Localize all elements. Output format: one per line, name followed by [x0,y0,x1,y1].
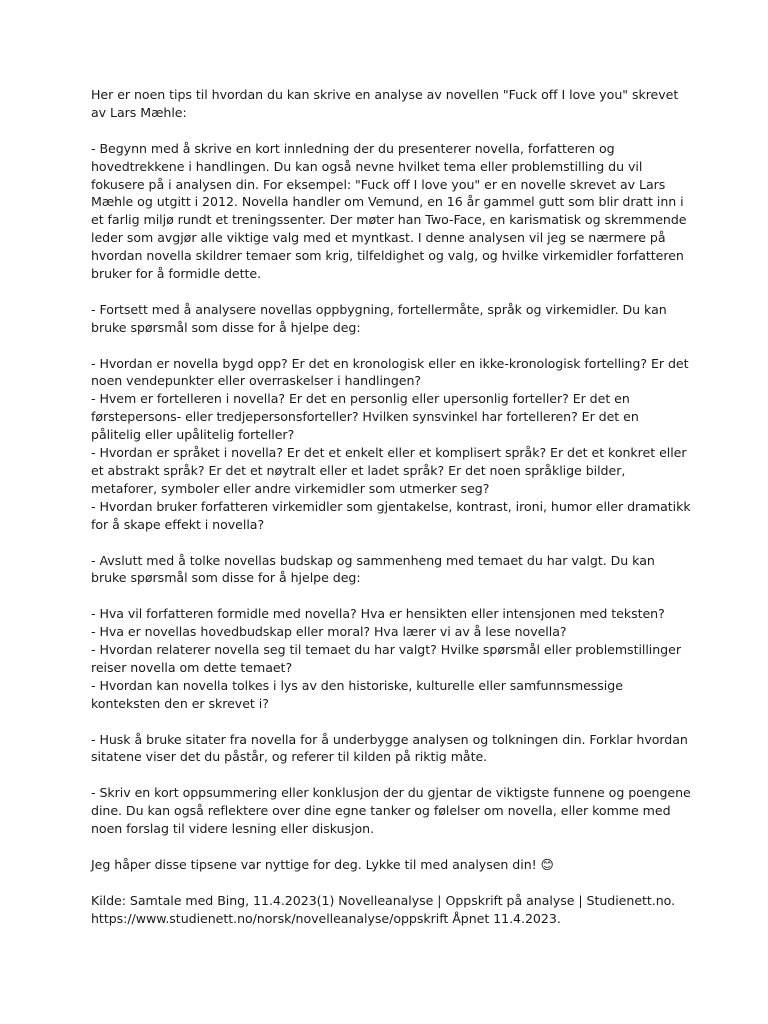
interpretation-tip-paragraph: - Avslutt med å tolke novellas budskap og sammenheng med temaet du har valgt. Du kan bruke spørsmål som disse for å hjelpe deg: [91,552,655,586]
document-body [91,86,691,927]
interpretation-questions-list [91,605,691,712]
interpretation-question-item: - Hvordan kan novella tolkes i lys av den historiske, kulturelle eller samfunnsmessige konteksten den er skrevet i? [91,677,623,711]
structure-question-item: - Hvordan bruker forfatteren virkemidler som gjentakelse, kontrast, ironi, humor eller dramatikk for å skape effekt i novella? [91,498,691,532]
structure-question-item: - Hvordan er novella bygd opp? Er det en kronologisk eller en ikke-kronologisk fortelling? Er det noen vendepunkter eller overraskelser i handlingen? [91,355,689,389]
quotes-tip-paragraph: - Husk å bruke sitater fra novella for å underbygge analysen og tolkningen din. Forklar hvordan sitatene viser det du påstår, og referer til kilden på riktig måte. [91,731,688,765]
introduction-tip-paragraph: - Begynn med å skrive en kort innledning der du presenterer novella, forfatteren og hovedtrekkene i handlingen. Du kan også nevne hvilket tema eller problemstilling du vil fokusere på i analysen din. For eksempel: "Fuck off I love you" er en novelle skrevet av Lars Mæhle og utgitt i 2012. Novella handler om Vemund, en 16 år gammel gutt som blir dratt inn i et farlig miljø rundt et treningssenter. Der møter han Two-Face, en karismatisk og skremmende leder som avgjør alle viktige valg med et myntkast. I denne analysen vil jeg se nærmere på hvordan novella skildrer temaer som krig, tilfeldighet og valg, og hvilke virkemidler forfatteren bruker for å formidle dette. [91,140,687,282]
source-url-line: https://www.studienett.no/norsk/novelleanalyse/oppskrift Åpnet 11.4.2023. [91,910,561,926]
source-line: Kilde: Samtale med Bing, 11.4.2023(1) Novelleanalyse | Oppskrift på analyse | Studienett.no. [91,892,676,908]
source-citation [91,892,691,928]
intro-paragraph: Her er noen tips til hvordan du kan skrive en analyse av novellen "Fuck off I love you" skrevet av Lars Mæhle: [91,87,679,120]
closing-paragraph: Jeg håper disse tipsene var nyttige for deg. Lykke til med analysen din! 😊 [91,856,554,872]
interpretation-question-item: - Hva er novellas hovedbudskap eller moral? Hva lærer vi av å lese novella? [91,624,567,640]
structure-tip-paragraph: - Fortsett med å analysere novellas oppbygning, fortellermåte, språk og virkemidler. Du kan bruke spørsmål som disse for å hjelpe deg: [91,301,667,335]
conclusion-tip-paragraph: - Skriv en kort oppsummering eller konklusjon der du gjentar de viktigste funnene og poengene dine. Du kan også reflektere over dine egne tanker og følelser om novella, eller komme med noen forslag til videre lesning eller diskusjon. [91,785,691,837]
interpretation-question-item: - Hvordan relaterer novella seg til temaet du har valgt? Hvilke spørsmål eller problemstillinger reiser novella om dette temaet? [91,642,681,675]
structure-question-item: - Hvordan er språket i novella? Er det et enkelt eller et komplisert språk? Er det et konkret eller et abstrakt språk? Er det et nøytralt eller et ladet språk? Er det noen språklige bilder, metaforer, symboler eller andre virkemidler som utmerker seg? [91,445,687,496]
interpretation-question-item: - Hva vil forfatteren formidle med novella? Hva er hensikten eller intensjonen med teksten? [91,606,665,622]
structure-questions-list [91,355,691,534]
structure-question-item: - Hvem er fortelleren i novella? Er det en personlig eller upersonlig forteller? Er det en førstepersons- eller tredjepersonsforteller? Hvilken synsvinkel har fortelleren? Er det en pålitelig eller upålitelig forteller? [91,391,639,443]
